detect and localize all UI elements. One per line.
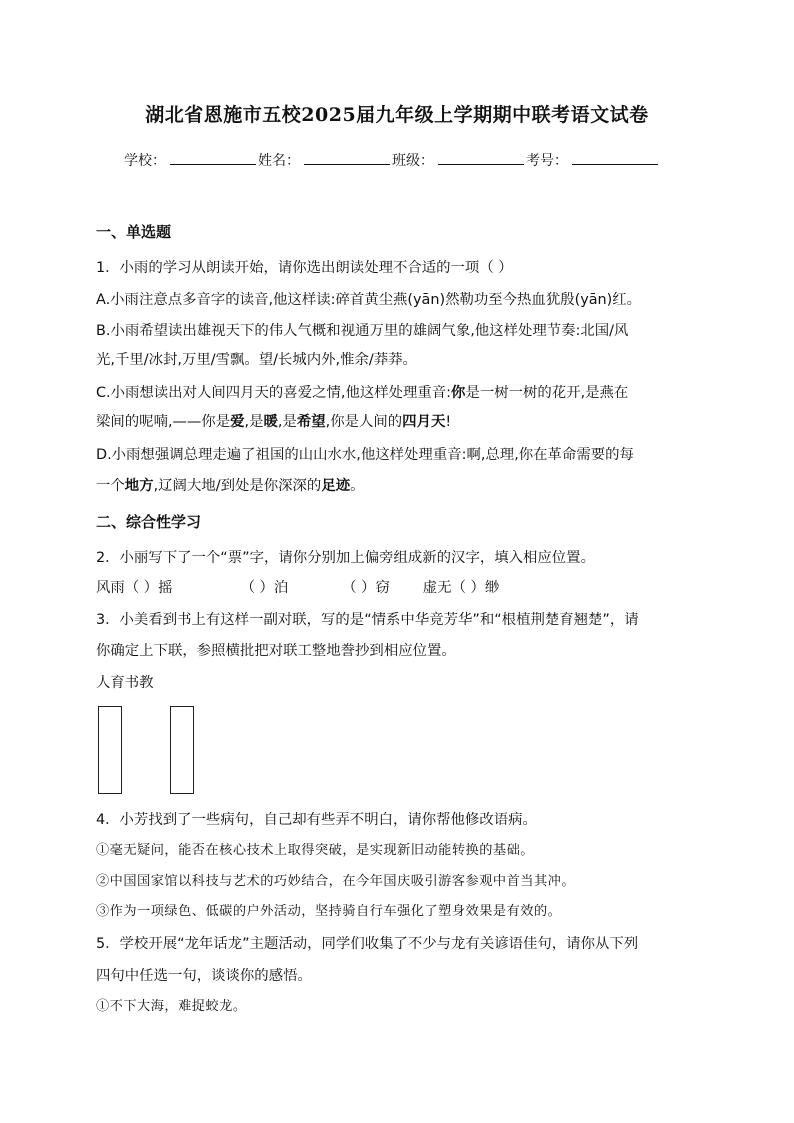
student-info-row [124,150,684,170]
option-c-text: 是一树一树的花开,是燕在 [465,385,629,401]
question-1-stem: 1．小雨的学习从朗读开始，请你选出朗读处理不合适的一项（ ） [96,260,513,276]
question-1-option-b-line1: B.小雨希望读出雄视天下的伟人气概和视通万里的雄阔气象,他这样处理节奏:北国/风 [96,323,629,339]
question-2-option-2[interactable]: （ ）泊 [240,580,289,596]
option-c-text: ,你是人间的 [325,414,403,430]
option-c-text: ,是 [244,414,264,430]
couplet-box-left[interactable] [98,706,122,794]
question-5-sentence-1: ①不下大海，难捉蛟龙。 [96,999,247,1014]
name-field [258,150,392,170]
question-2-option-1[interactable]: 风雨（ ）摇 [96,580,173,596]
question-4-stem: 4．小芳找到了一些病句，自己却有些弄不明白，请你帮他修改语病。 [96,812,537,828]
option-c-stress-word: 你 [451,385,466,401]
class-field [392,150,526,170]
option-d-stress-word: 地方 [124,478,154,494]
question-1-option-d-line1: D.小雨想强调总理走遍了祖国的山山水水,他这样处理重音:啊,总理,你在革命需要的每 [96,447,634,463]
couplet-box-right[interactable] [170,706,194,794]
option-d-text: 一个 [96,478,125,494]
option-c-text: 梁间的呢喃,——你是 [96,414,231,430]
school-field [124,150,258,170]
number-label: 考号： [526,153,568,169]
option-c-stress-word: 希望 [296,414,326,430]
option-c-stress-word: 暖 [263,414,278,430]
question-1-option-d-line2 [96,476,706,496]
question-1-option-b-line2: 光,千里/冰封,万里/雪飘。望/长城内外,惟余/莽莽。 [96,352,417,368]
question-2-option-3[interactable]: （ ）窃 [342,580,390,596]
question-4-sentence-3: ③作为一项绿色、低碳的户外活动，坚持骑自行车强化了塑身效果是有效的。 [96,904,562,919]
class-blank[interactable] [438,150,524,165]
number-field [526,150,660,170]
question-1-option-c-line2 [96,412,706,432]
name-label: 姓名： [258,153,300,169]
option-c-text: C.小雨想读出对人间四月天的喜爱之情,他这样处理重音: [96,385,452,401]
page-title: 湖北省恩施市五校2025届九年级上学期期中联考语文试卷 [145,104,649,126]
school-label: 学校： [124,153,166,169]
question-4-sentence-1: ①毫无疑问，能否在核心技术上取得突破，是实现新旧动能转换的基础。 [96,843,534,858]
option-d-text: 。 [350,478,365,494]
question-2-stem: 2．小丽写下了一个“票”字，请你分别加上偏旁组成新的汉字，填入相应位置。 [96,550,595,566]
section-heading-single-choice: 一、单选题 [96,223,172,241]
name-blank[interactable] [304,150,390,165]
question-4-sentence-2: ②中国国家馆以科技与艺术的巧妙结合，在今年国庆吸引游客参观中首当其冲。 [96,874,576,889]
question-3-stem-line2: 你确定上下联，参照横批把对联工整地誊抄到相应位置。 [96,643,456,659]
question-2-option-4[interactable]: 虚无（ ）缈 [422,580,500,596]
option-c-stress-word: 四月天 [402,414,446,430]
option-c-text: ,是 [277,414,297,430]
school-blank[interactable] [170,150,256,165]
option-c-stress-word: 爱 [230,414,245,430]
question-3-stem-line1: 3．小美看到书上有这样一副对联，写的是“情系中华竞芳华”和“根植荆楚育翘楚”，请 [96,612,639,628]
question-5-stem-line2: 四句中任选一句，谈谈你的感悟。 [96,968,312,984]
question-5-stem-line1: 5．学校开展“龙年话龙”主题活动，同学们收集了不少与龙有关谚语佳句，请你从下列 [96,936,639,952]
class-label: 班级： [392,153,434,169]
section-heading-comprehensive: 二、综合性学习 [96,513,202,531]
question-1-option-a: A.小雨注意点多音字的读音,他这样读:碎首黄尘燕(yān)然勒功至今热血犹殷(yān)红。 [96,292,642,308]
option-d-text: ,辽阔大地/到处是你深深的 [153,478,322,494]
option-c-text: ! [445,414,452,430]
couplet-banner: 人育书教 [96,675,154,691]
number-blank[interactable] [572,150,658,165]
option-d-stress-word: 足迹 [321,478,351,494]
question-1-option-c-line1 [96,383,706,403]
question-2-options [96,578,706,598]
